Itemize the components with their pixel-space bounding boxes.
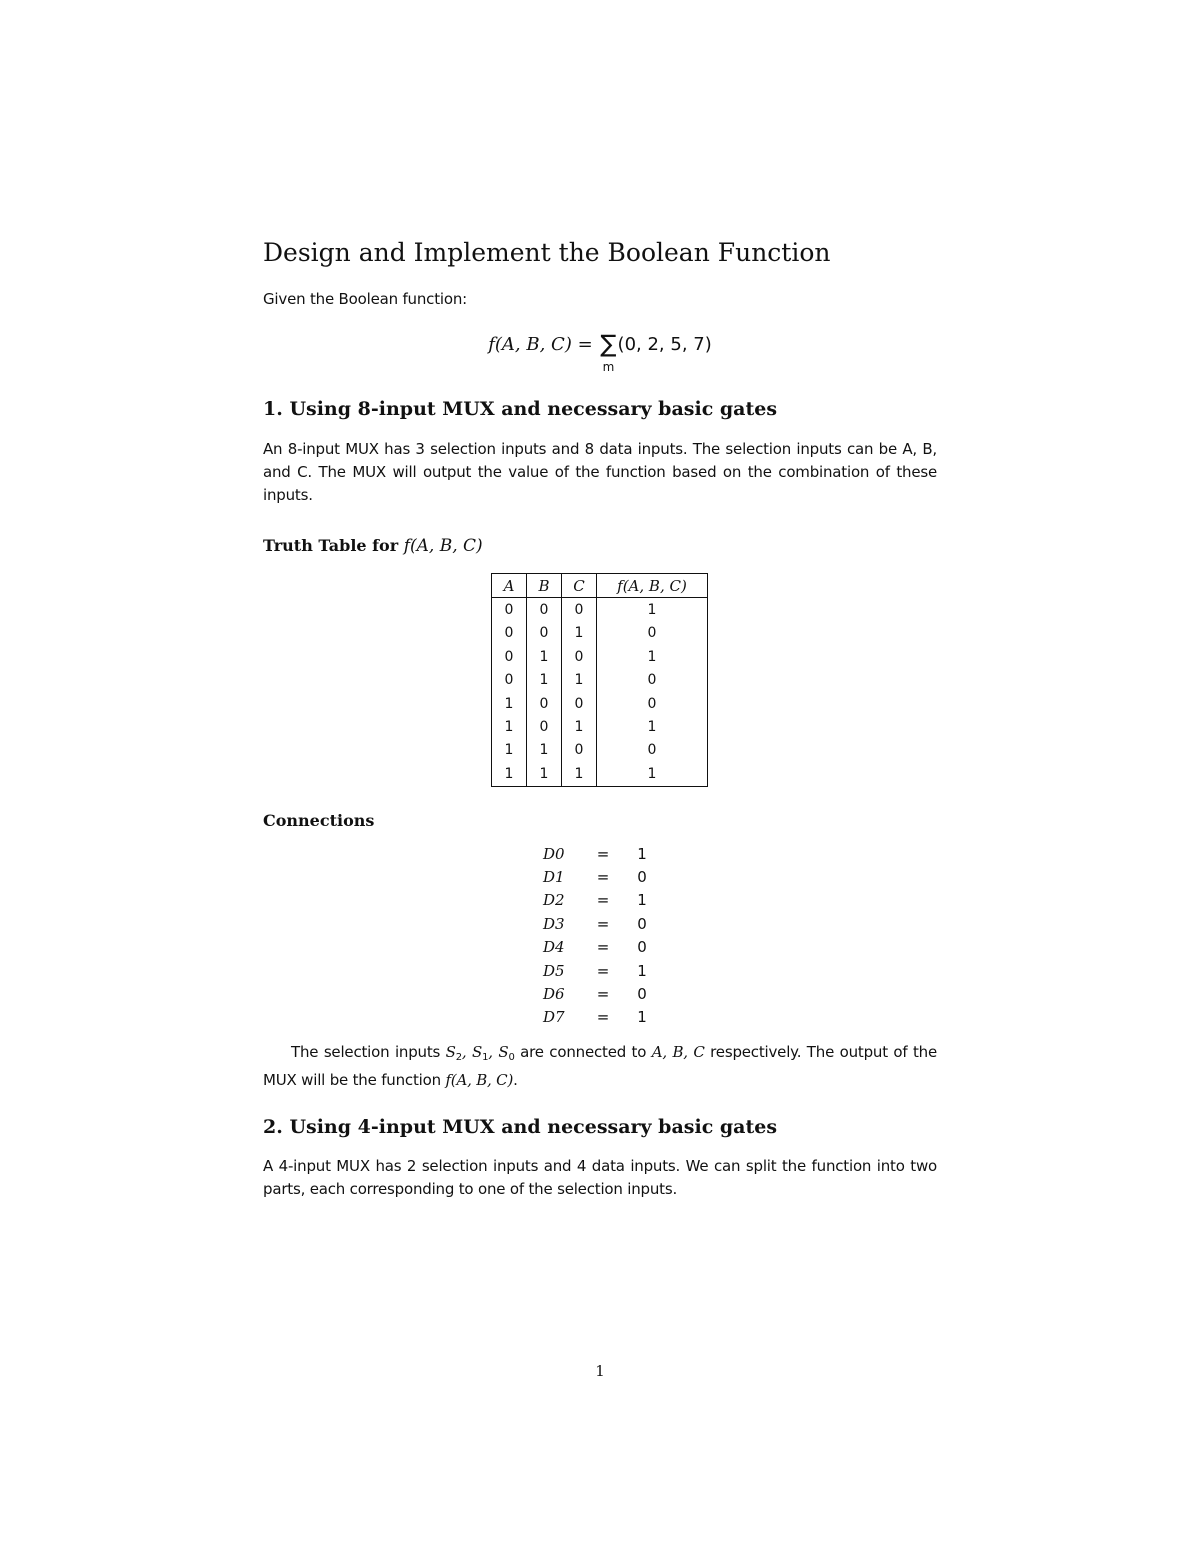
table-cell: 1: [562, 669, 597, 692]
equals-sign: =: [596, 914, 610, 933]
table-cell: 1: [527, 645, 562, 668]
section-1-heading: 1. Using 8-input MUX and necessary basic gates: [263, 398, 778, 420]
table-cell: 1: [492, 739, 527, 762]
connection-value: 0: [637, 938, 647, 957]
table-row: [492, 739, 708, 762]
equals-sign: =: [596, 868, 610, 887]
document-page: [263, 0, 937, 1553]
page-title: Design and Implement the Boolean Function: [263, 238, 831, 267]
connection-input: D6: [543, 985, 565, 1004]
connection-row: [543, 1006, 663, 1029]
table-cell: 0: [562, 692, 597, 715]
column-header: B: [527, 574, 562, 598]
table-row: [492, 762, 708, 786]
connection-row: [543, 982, 663, 1005]
table-cell: 1: [562, 622, 597, 645]
table-cell: 0: [492, 645, 527, 668]
table-cell: 0: [562, 739, 597, 762]
table-cell: 1: [527, 739, 562, 762]
boolean-equation: [263, 330, 937, 374]
table-cell: 0: [492, 622, 527, 645]
table-row: [492, 692, 708, 715]
connection-input: D7: [543, 1008, 565, 1027]
equals-sign: =: [596, 985, 610, 1004]
table-cell: 0: [492, 669, 527, 692]
selection-paragraph: The selection inputs $S_2$, $S_1$, $S_0$ are connected to A, B, C respectively. The output of the MUX will be the function f(A, B, C).: [263, 1043, 937, 1089]
table-row: [492, 669, 708, 692]
table-cell: 1: [597, 598, 708, 622]
section-2-paragraph: A 4-input MUX has 2 selection inputs and 4 data inputs. We can split the function into two parts, each corresponding to one of the selection inputs.: [263, 1157, 937, 1198]
table-cell: 0: [597, 739, 708, 762]
column-header: f(A, B, C): [597, 574, 708, 598]
connection-value: 0: [637, 985, 647, 1004]
table-cell: 0: [562, 598, 597, 622]
truth-table-heading-math: f(A, B, C): [403, 536, 483, 556]
equals-sign: =: [596, 844, 610, 863]
equals-sign: =: [596, 961, 610, 980]
table-cell: 1: [492, 762, 527, 786]
section-1-paragraph: An 8-input MUX has 3 selection inputs and 8 data inputs. The selection inputs can be A, B, and C. The MUX will output the value of the function based on the combination of these inputs.: [263, 440, 937, 504]
table-cell: 0: [597, 669, 708, 692]
connections-heading: Connections: [263, 811, 375, 830]
connection-input: D5: [543, 961, 565, 980]
sigma-subscript: m: [602, 360, 615, 374]
connections-list: [543, 842, 663, 1029]
connection-value: 0: [637, 914, 647, 933]
equation-rhs: (0, 2, 5, 7): [617, 334, 712, 355]
truth-table-header-row: [492, 574, 708, 598]
table-cell: 0: [527, 692, 562, 715]
equation-lhs: f(A, B, C) =: [488, 334, 599, 355]
connection-input: D2: [543, 891, 565, 910]
table-cell: 0: [527, 622, 562, 645]
column-header: A: [492, 574, 527, 598]
sigma-symbol: ∑ m: [600, 330, 617, 374]
table-cell: 0: [492, 598, 527, 622]
table-cell: 1: [562, 762, 597, 786]
table-cell: 1: [527, 762, 562, 786]
table-row: [492, 622, 708, 645]
connection-input: D0: [543, 844, 565, 863]
table-cell: 1: [492, 692, 527, 715]
table-row: [492, 598, 708, 622]
table-cell: 0: [527, 598, 562, 622]
connection-value: 1: [637, 844, 647, 863]
table-cell: 1: [527, 669, 562, 692]
table-cell: 1: [492, 715, 527, 738]
table-cell: 0: [527, 715, 562, 738]
connection-input: D4: [543, 938, 565, 957]
column-header: C: [562, 574, 597, 598]
connection-input: D3: [543, 914, 565, 933]
equals-sign: =: [596, 1008, 610, 1027]
table-cell: 1: [562, 715, 597, 738]
table-cell: 1: [597, 762, 708, 786]
connection-row: [543, 959, 663, 982]
connection-row: [543, 842, 663, 865]
equals-sign: =: [596, 938, 610, 957]
truth-table: [491, 573, 708, 787]
connection-value: 0: [637, 868, 647, 887]
table-cell: 0: [597, 692, 708, 715]
connection-row: [543, 936, 663, 959]
connection-value: 1: [637, 891, 647, 910]
table-cell: 0: [597, 622, 708, 645]
intro-text: Given the Boolean function:: [263, 290, 467, 308]
equals-sign: =: [596, 891, 610, 910]
truth-table-heading: Truth Table for f(A, B, C): [263, 536, 483, 556]
table-cell: 0: [562, 645, 597, 668]
connection-input: D1: [543, 868, 565, 887]
connection-row: [543, 889, 663, 912]
connection-row: [543, 865, 663, 888]
table-row: [492, 645, 708, 668]
connection-row: [543, 912, 663, 935]
section-2-heading: 2. Using 4-input MUX and necessary basic gates: [263, 1116, 778, 1138]
table-cell: 1: [597, 645, 708, 668]
connection-value: 1: [637, 1008, 647, 1027]
table-row: [492, 715, 708, 738]
connection-value: 1: [637, 961, 647, 980]
table-cell: 1: [597, 715, 708, 738]
page-number: 1: [595, 1362, 605, 1380]
